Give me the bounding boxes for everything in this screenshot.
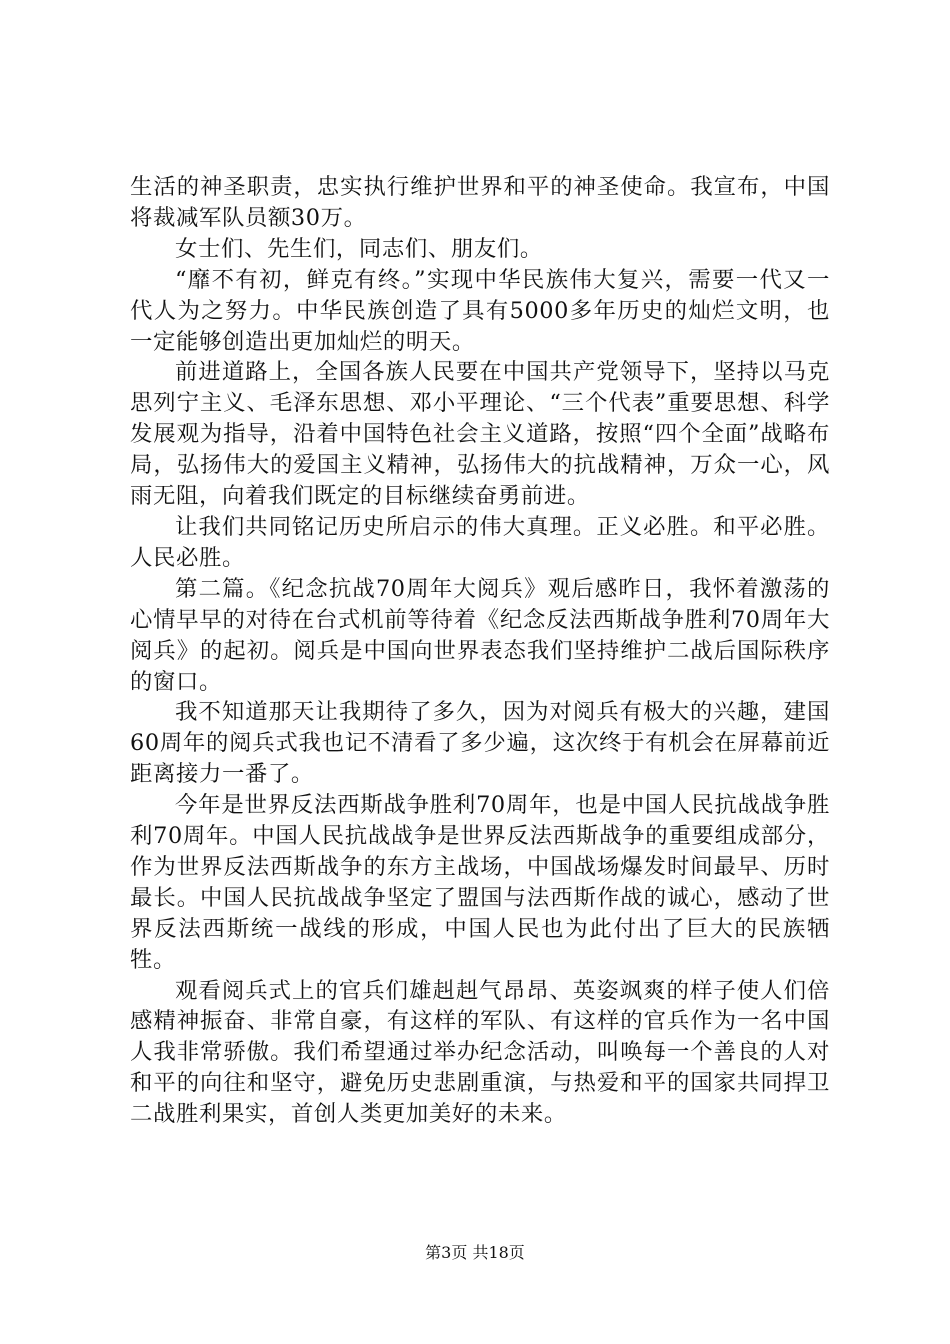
paragraph-6: 第二篇。《纪念抗战70周年大阅兵》观后感昨日，我怀着激荡的心情早早的对待在台式机前等待着《纪念反法西斯战争胜利70周年大阅兵》的起初。阅兵是中国向世界表态我们坚持维护二战后国际秩序的窗口。 <box>130 575 830 695</box>
paragraph-5: 让我们共同铭记历史所启示的伟大真理。正义必胜。和平必胜。人民必胜。 <box>130 513 830 571</box>
paragraph-3: “靡不有初，鲜克有终。”实现中华民族伟大复兴，需要一代又一代人为之努力。中华民族创造了具有5000多年历史的灿烂文明，也一定能够创造出更加灿烂的明天。 <box>130 266 830 355</box>
paragraph-7: 我不知道那天让我期待了多久，因为对阅兵有极大的兴趣，建国60周年的阅兵式我也记不清看了多少遍，这次终于有机会在屏幕前近距离接力一番了。 <box>130 699 830 788</box>
page-footer: 第3页 共18页 <box>425 1243 525 1262</box>
document-body <box>130 172 830 1130</box>
paragraph-9: 观看阅兵式上的官兵们雄赳赳气昂昂、英姿飒爽的样子使人们倍感精神振奋、非常自豪，有这样的军队、有这样的官兵作为一名中国人我非常骄傲。我们希望通过举办纪念活动，叫唤每一个善良的人对和平的向往和坚守，避免历史悲剧重演，与热爱和平的国家共同捍卫二战胜利果实，首创人类更加美好的未来。 <box>130 977 830 1128</box>
paragraph-2: 女士们、先生们，同志们、朋友们。 <box>175 235 543 262</box>
paragraph-8: 今年是世界反法西斯战争胜利70周年，也是中国人民抗战战争胜利70周年。中国人民抗战战争是世界反法西斯战争的重要组成部分，作为世界反法西斯战争的东方主战场，中国战场爆发时间最早、历时最长。中国人民抗战战争坚定了盟国与法西斯作战的诚心，感动了世界反法西斯统一战线的形成，中国人民也为此付出了巨大的民族牺牲。 <box>130 792 830 973</box>
paragraph-4: 前进道路上，全国各族人民要在中国共产党领导下，坚持以马克思列宁主义、毛泽东思想、邓小平理论、“三个代表”重要思想、科学发展观为指导，沿着中国特色社会主义道路，按照“四个全面”战略布局，弘扬伟大的爱国主义精神，弘扬伟大的抗战精神，万众一心，风雨无阻，向着我们既定的目标继续奋勇前进。 <box>130 359 830 510</box>
paragraph-1: 生活的神圣职责，忠实执行维护世界和平的神圣使命。我宣布，中国将裁减军队员额30万。 <box>130 174 830 231</box>
